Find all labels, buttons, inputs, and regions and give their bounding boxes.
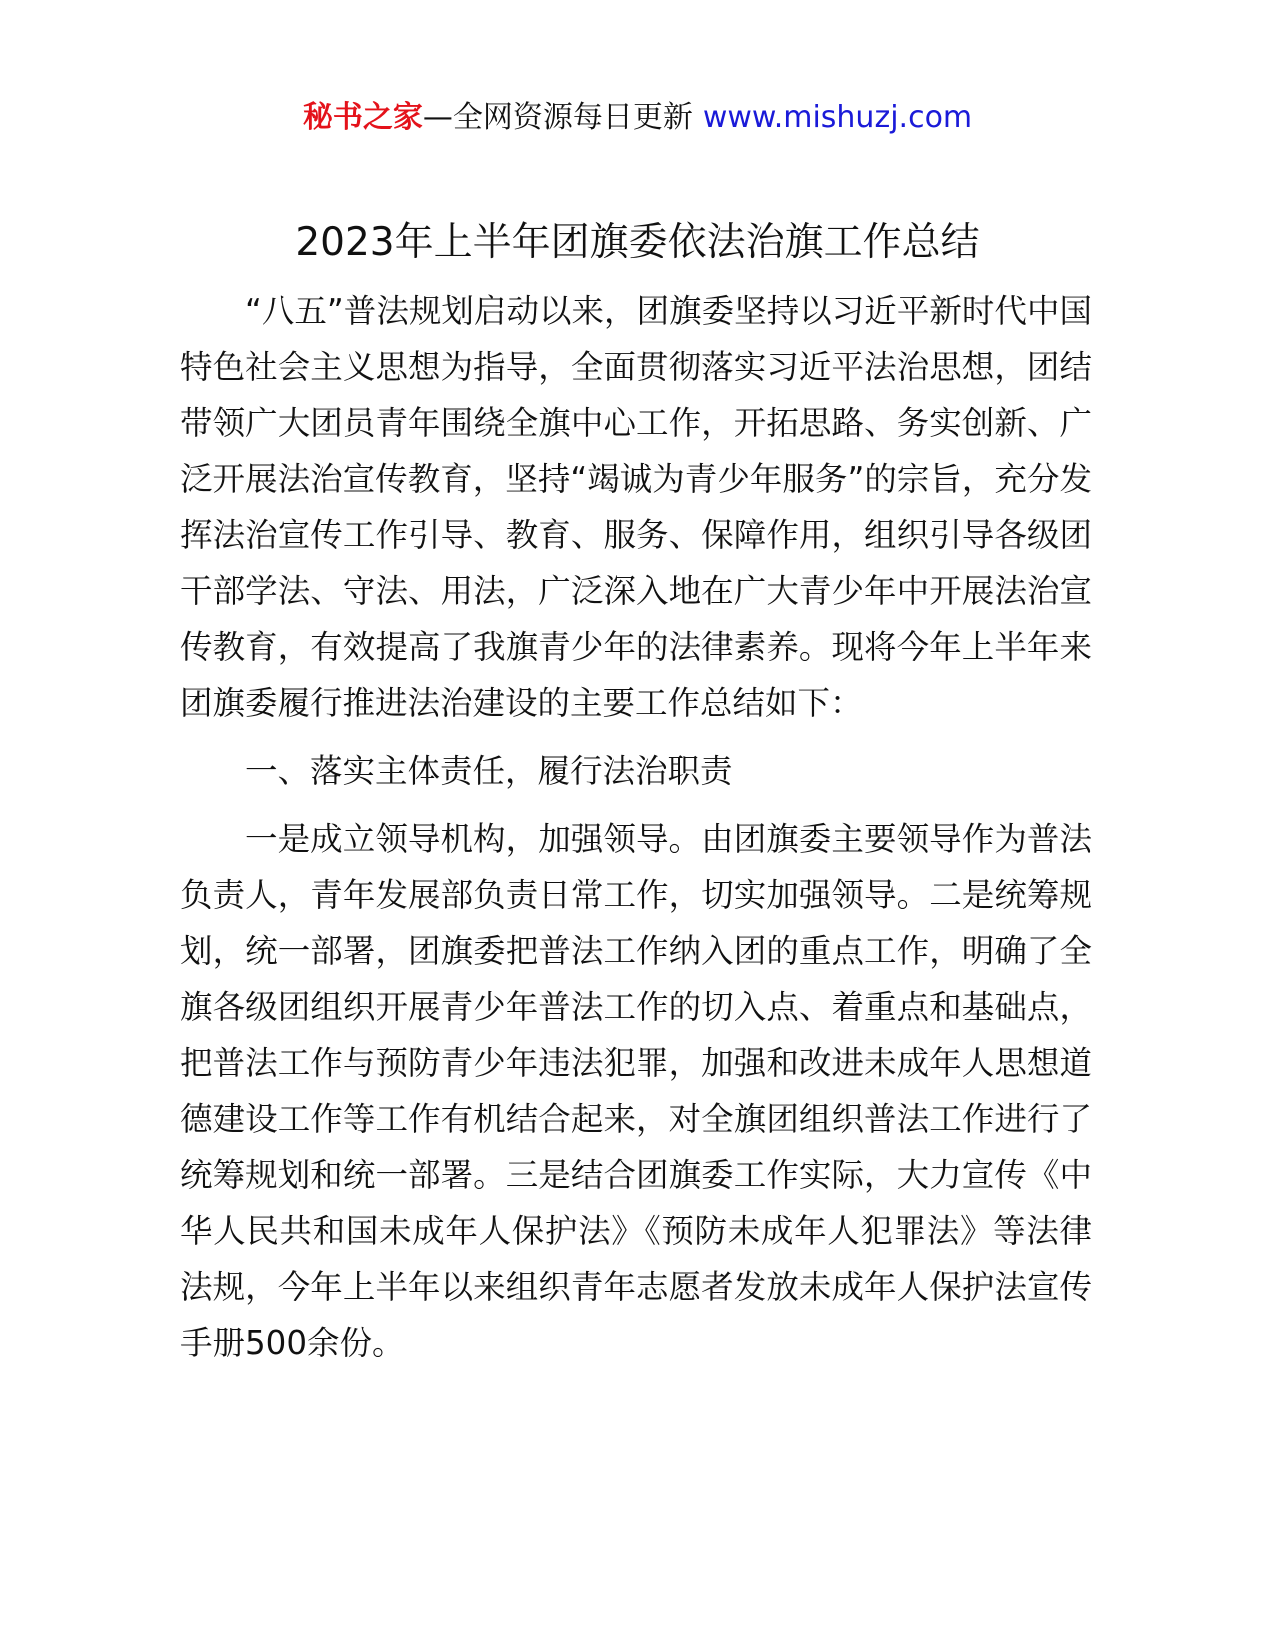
section-paragraph: 一是成立领导机构，加强领导。由团旗委主要领导作为普法负责人，青年发展部负责日常工作，切实加强领导。二是统筹规划，统一部署，团旗委把普法工作纳入团的重点工作，明确了全旗各级团组织开展青少年普法工作的切入点、着重点和基础点，把普法工作与预防青少年违法犯罪，加强和改进未成年人思想道德建设工作等工作有机结合起来，对全旗团组织普法工作进行了统筹规划和统一部署。三是结合团旗委工作实际，大力宣传《中华人民共和国未成年人保护法》《预防未成年人犯罪法》等法律法规，今年上半年以来组织青年志愿者发放未成年人保护法宣传手册500余份。 [180, 820, 1092, 1362]
site-header [0, 96, 1275, 140]
site-url-link[interactable]: www.mishuzj.com [702, 100, 973, 135]
site-slogan: —全网资源每日更新 [422, 100, 693, 135]
intro-paragraph: “八五”普法规划启动以来，团旗委坚持以习近平新时代中国特色社会主义思想为指导，全面贯彻落实习近平法治思想，团结带领广大团员青年围绕全旗中心工作，开拓思路、务实创新、广泛开展法治宣传教育，坚持“竭诚为青少年服务”的宗旨，充分发挥法治宣传工作引导、教育、服务、保障作用，组织引导各级团干部学法、守法、用法，广泛深入地在广大青少年中开展法治宣传教育，有效提高了我旗青少年的法律素养。现将今年上半年来团旗委履行推进法治建设的主要工作总结如下： [180, 292, 1092, 722]
document-body [180, 283, 1092, 1371]
section-heading: 一、落实主体责任，履行法治职责 [245, 752, 733, 790]
document-title: 2023年上半年团旗委依法治旗工作总结 [295, 220, 980, 265]
site-brand: 秘书之家 [302, 100, 423, 135]
